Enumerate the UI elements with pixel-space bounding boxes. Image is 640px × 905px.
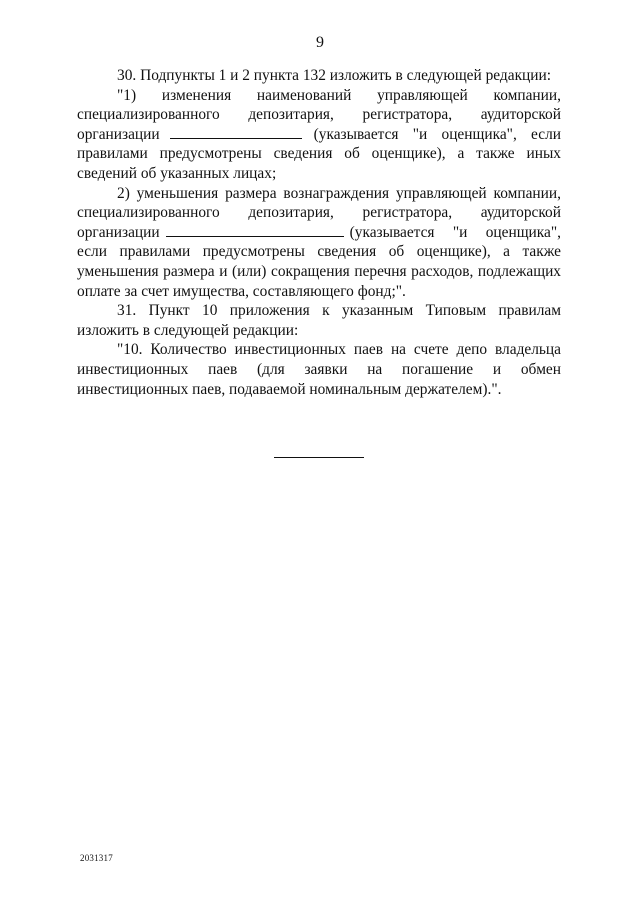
blank-line [166,224,344,237]
document-body [77,66,561,399]
subitem-2-text-start: 2) уменьшения размера вознаграждения управляющей компании, специализированного депозитария, регистратора, аудиторской организации [77,184,561,241]
page-number: 9 [316,34,324,51]
paragraph-30-subitem-1 [77,86,561,184]
subitem-2-text-end: (указывается "и оценщика", если правилами предусмотрены сведения об оценщике), а также уменьшения размера и (или) сокращения перечня расходов, подлежащих оплате за счет имущества, составляющего фонд;". [77,223,561,300]
end-separator-line [274,457,364,458]
document-code: 2031317 [80,853,113,863]
subitem-1-text-end: (указывается "и оценщика", если правилами предусмотрены сведения об оценщике), а также иных сведений об указанных лицах; [77,125,561,182]
subitem-1-text-start: "1) изменения наименований управляющей компании, специализированного депозитария, регистратора, аудиторской организации [77,86,561,143]
paragraph-30: 30. Подпункты 1 и 2 пункта 132 изложить в следующей редакции: [117,67,552,84]
paragraph-31-item-10: "10. Количество инвестиционных паев на счете депо владельца инвестиционных паев (для заявки на погашение и обмен инвестиционных паев, подаваемой номинальным держателем).". [77,341,561,398]
paragraph-30-subitem-2 [77,184,561,302]
blank-line [170,126,302,139]
paragraph-31: 31. Пункт 10 приложения к указанным Типовым правилам изложить в следующей редакции: [77,302,561,339]
